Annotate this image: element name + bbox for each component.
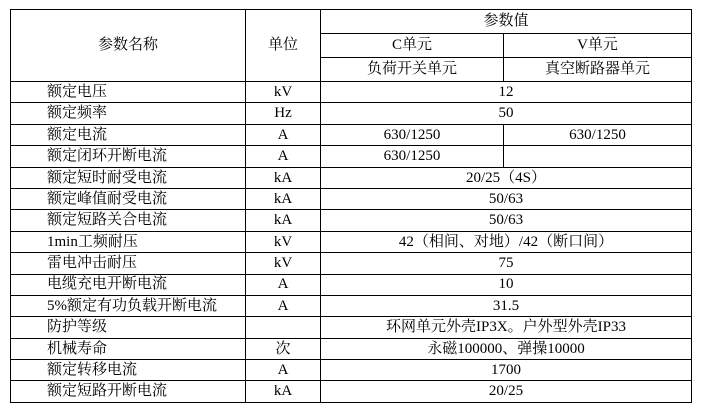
value-cell-merged: 75 [321, 253, 692, 274]
table-row [11, 381, 692, 403]
table-header [11, 10, 692, 82]
param-name-cell: 电缆充电开断电流 [11, 274, 246, 295]
unit-cell: kV [246, 253, 321, 274]
value-cell-merged: 42（相间、对地）/42（断口间） [321, 231, 692, 252]
table-row [11, 146, 692, 167]
unit-cell: kV [246, 82, 321, 103]
unit-cell: kA [246, 381, 321, 403]
value-cell-merged: 永磁100000、弹操10000 [321, 338, 692, 359]
value-cell-merged: 50 [321, 103, 692, 124]
value-cell-merged: 10 [321, 274, 692, 295]
table-row [11, 103, 692, 124]
header-v-unit-subtitle: 真空断路器单元 [504, 58, 692, 82]
param-name-cell: 额定短路开断电流 [11, 381, 246, 403]
value-cell-v [504, 146, 692, 167]
header-c-unit-subtitle: 负荷开关单元 [321, 58, 504, 82]
table-row [11, 167, 692, 188]
header-c-unit: C单元 [321, 34, 504, 58]
table-row [11, 124, 692, 145]
unit-cell: kV [246, 231, 321, 252]
table-row [11, 274, 692, 295]
param-name-cell: 额定电流 [11, 124, 246, 145]
value-cell-c: 630/1250 [321, 146, 504, 167]
value-cell-merged: 31.5 [321, 295, 692, 316]
param-name-cell: 额定短路关合电流 [11, 210, 246, 231]
param-name-cell: 额定转移电流 [11, 360, 246, 381]
unit-cell: A [246, 146, 321, 167]
header-v-unit: V单元 [504, 34, 692, 58]
value-cell-merged: 环网单元外壳IP3X。户外型外壳IP33 [321, 317, 692, 338]
unit-cell: kA [246, 188, 321, 209]
parameter-table [10, 9, 692, 403]
value-cell-merged: 12 [321, 82, 692, 103]
param-name-cell: 额定频率 [11, 103, 246, 124]
value-cell-merged: 20/25（4S） [321, 167, 692, 188]
unit-cell: Hz [246, 103, 321, 124]
unit-cell: kA [246, 167, 321, 188]
unit-cell: A [246, 295, 321, 316]
param-name-cell: 防护等级 [11, 317, 246, 338]
header-row-1 [11, 10, 692, 34]
unit-cell: A [246, 124, 321, 145]
param-name-cell: 机械寿命 [11, 338, 246, 359]
table-row [11, 253, 692, 274]
table-row [11, 82, 692, 103]
param-name-cell: 雷电冲击耐压 [11, 253, 246, 274]
param-name-cell: 1min工频耐压 [11, 231, 246, 252]
header-param-name: 参数名称 [11, 10, 246, 82]
value-cell-merged: 1700 [321, 360, 692, 381]
value-cell-merged: 50/63 [321, 188, 692, 209]
unit-cell: kA [246, 210, 321, 231]
table-row [11, 338, 692, 359]
unit-cell: A [246, 274, 321, 295]
table-row [11, 188, 692, 209]
value-cell-c: 630/1250 [321, 124, 504, 145]
param-name-cell: 额定短时耐受电流 [11, 167, 246, 188]
unit-cell [246, 317, 321, 338]
value-cell-merged: 20/25 [321, 381, 692, 403]
table-row [11, 210, 692, 231]
header-unit: 单位 [246, 10, 321, 82]
table-row [11, 295, 692, 316]
table-body [11, 82, 692, 403]
table-row [11, 360, 692, 381]
unit-cell: A [246, 360, 321, 381]
param-name-cell: 5%额定有功负载开断电流 [11, 295, 246, 316]
param-name-cell: 额定闭环开断电流 [11, 146, 246, 167]
table-row [11, 231, 692, 252]
unit-cell: 次 [246, 338, 321, 359]
param-name-cell: 额定峰值耐受电流 [11, 188, 246, 209]
value-cell-v: 630/1250 [504, 124, 692, 145]
value-cell-merged: 50/63 [321, 210, 692, 231]
header-param-value: 参数值 [321, 10, 692, 34]
param-name-cell: 额定电压 [11, 82, 246, 103]
table-row [11, 317, 692, 338]
